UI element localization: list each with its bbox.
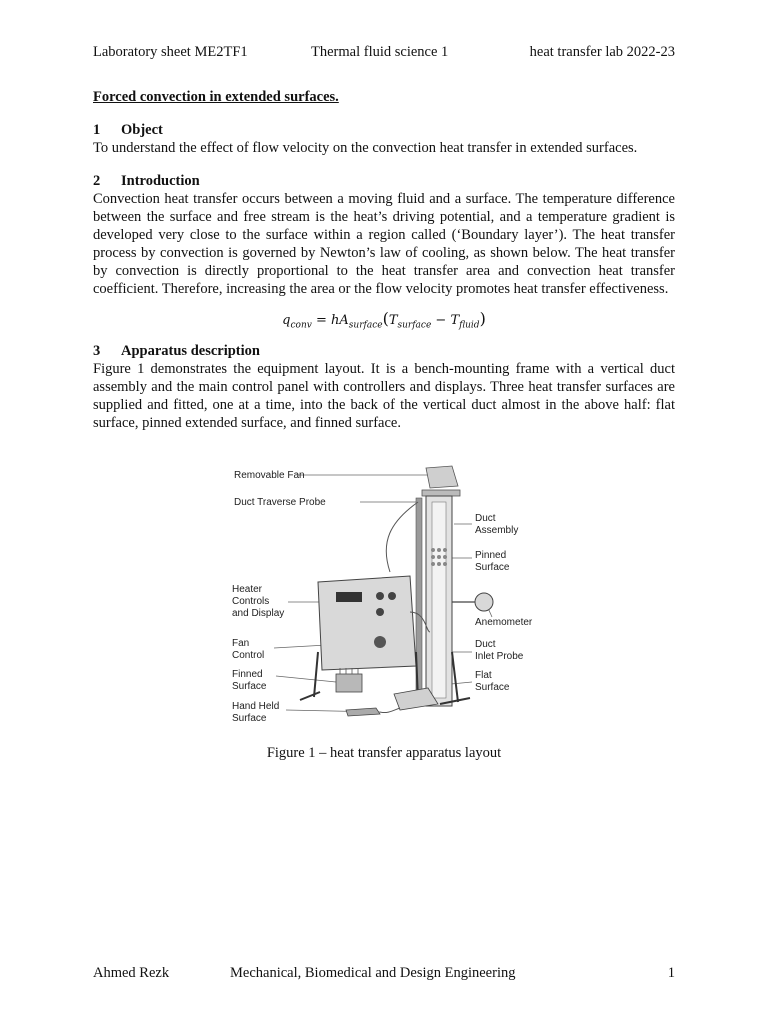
- label-removable-fan: Removable Fan: [234, 470, 305, 481]
- document-body: [93, 88, 675, 432]
- figure-caption: Figure 1 – heat transfer apparatus layout: [266, 745, 502, 761]
- label-anemometer: Anemometer: [475, 617, 533, 628]
- section-heading-apparatus: 3 Apparatus description: [93, 343, 260, 359]
- footer-department: Mechanical, Biomedical and Design Engineering: [230, 965, 516, 981]
- label-hand-held-surface: Hand Held Surface: [232, 701, 280, 724]
- label-duct-assembly: Duct Assembly: [475, 513, 519, 536]
- label-duct-inlet-probe: Duct Inlet Probe: [475, 639, 524, 662]
- document-title: Forced convection in extended surfaces.: [93, 89, 339, 105]
- label-duct-traverse-probe: Duct Traverse Probe: [234, 497, 326, 508]
- footer-author: Ahmed Rezk: [93, 965, 170, 981]
- newton-cooling-equation: $q_{conv} = hA_{surface}(T_{surface} - T_{fluid})$: [282, 309, 486, 331]
- page-header: [93, 44, 675, 62]
- footer-page-number: 1: [667, 965, 675, 981]
- section-text-apparatus: Figure 1 demonstrates the equipment layout. It is a bench-mounting frame with a vertical duct assembly and the main control panel with controllers and displays. Three heat transfer surfaces are supplied and fitted, one at a time, into the back of the vertical duct almost in the above half: flat surface, pinned extended surface, and finned surface.: [93, 361, 675, 431]
- label-pinned-surface: Pinned Surface: [475, 550, 510, 573]
- section-heading-introduction: 2 Introduction: [93, 173, 200, 189]
- section-text-object: To understand the effect of flow velocity on the convection heat transfer in extended surfaces.: [93, 140, 638, 156]
- header-lab: heat transfer lab 2022-23: [529, 44, 675, 60]
- label-heater-controls: Heater Controls and Display: [232, 584, 285, 619]
- label-fan-control: Fan Control: [232, 638, 265, 661]
- section-text-introduction: Convection heat transfer occurs between a moving fluid and a surface. The temperature difference between the surface and free stream is the heat’s driving potential, and a temperature gradient is developed very close to the surface within a region called (‘Boundary layer’). The heat transfer process by convection is governed by Newton’s law of cooling, as shown below. The heat transfer by convection is directly proportional to the heat transfer area and convection heat transfer coefficient. Therefore, increasing the area or the flow velocity promotes heat transfer effectiveness.: [93, 191, 675, 297]
- apparatus-figure: [230, 462, 540, 724]
- section-heading-object: 1 Object: [93, 122, 163, 138]
- page-footer: [93, 965, 675, 983]
- header-course: Laboratory sheet ME2TF1: [93, 44, 248, 60]
- header-module: Thermal fluid science 1: [311, 44, 449, 60]
- label-flat-surface: Flat Surface: [475, 670, 510, 693]
- label-finned-surface: Finned Surface: [232, 669, 267, 692]
